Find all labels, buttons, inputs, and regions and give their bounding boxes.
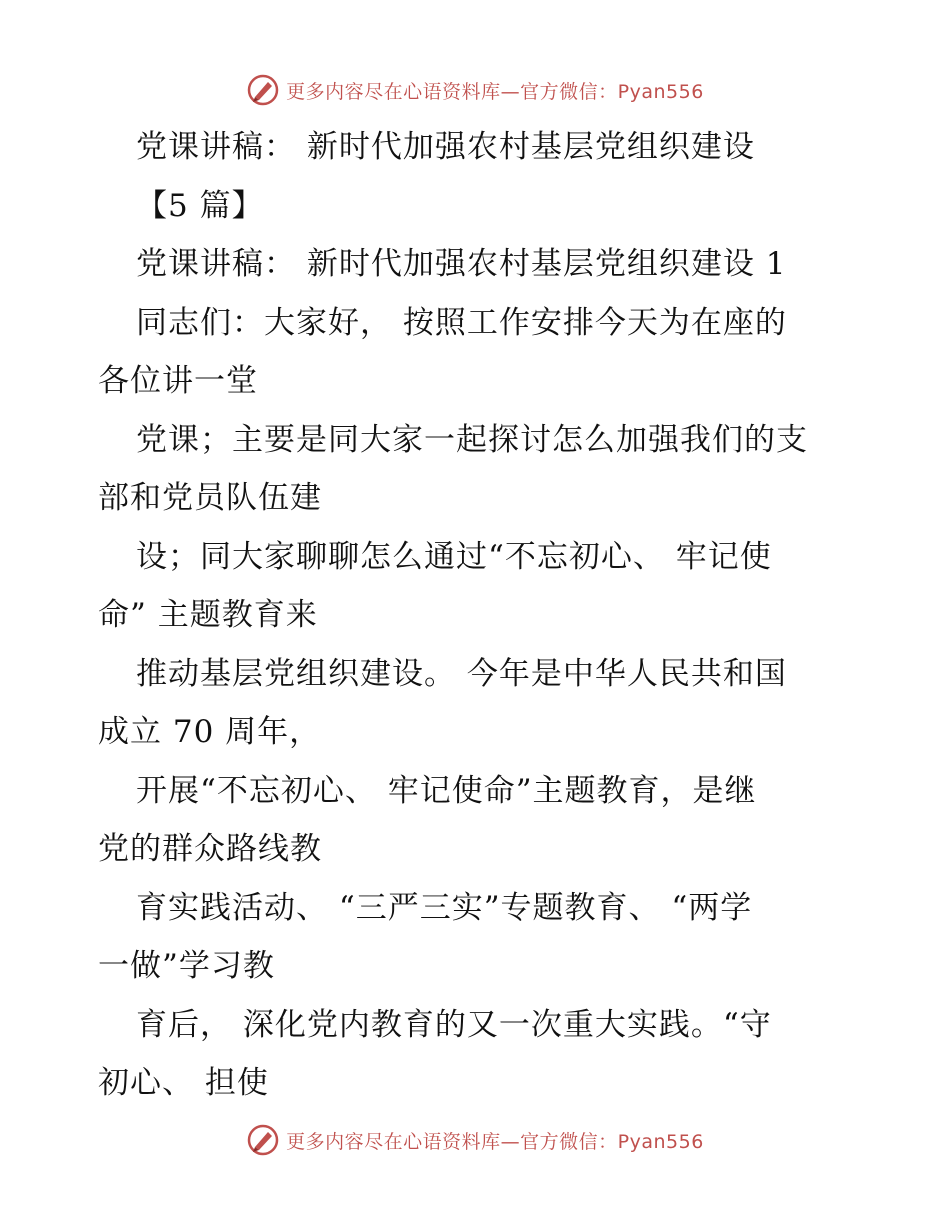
paragraph-line: 同志们：大家好， 按照工作安排今天为在座的 — [136, 304, 787, 341]
paragraph-line: 开展“不忘初心、 牢记使命”主题教育，是继 — [136, 772, 757, 809]
paragraph-line: 育后， 深化党内教育的又一次重大实践。“守 — [136, 1006, 772, 1043]
paragraph-line: 推动基层党组织建设。 今年是中华人民共和国 — [136, 655, 787, 692]
document-title: 党课讲稿： 新时代加强农村基层党组织建设 — [136, 129, 755, 165]
paragraph-line: 设；同大家聊聊怎么通过“不忘初心、 牢记使 — [136, 538, 772, 575]
paragraph-line: 各位讲一堂 — [98, 363, 258, 399]
paragraph-line: 初心、 担使 — [98, 1065, 269, 1101]
pen-logo-icon — [246, 1123, 280, 1157]
paragraph-line: 党课；主要是同大家一起探讨怎么加强我们的支 — [136, 421, 808, 458]
pen-logo-icon — [246, 73, 280, 107]
paragraph-line: 成立 70 周年， — [98, 714, 322, 750]
header-watermark-text: 更多内容尽在心语资料库—官方微信：Pyan556 — [286, 80, 704, 103]
paragraph-line: 党的群众路线教 — [98, 831, 322, 867]
paragraph-line: 育实践活动、 “三严三实”专题教育、 “两学 — [136, 889, 753, 926]
paragraph-line: 一做”学习教 — [98, 948, 275, 984]
footer-watermark-text: 更多内容尽在心语资料库—官方微信：Pyan556 — [286, 1130, 704, 1153]
paragraph-line: 部和党员队伍建 — [98, 480, 322, 516]
title-suffix: 【5 篇】 — [136, 187, 264, 224]
section-heading: 党课讲稿： 新时代加强农村基层党组织建设 1 — [136, 246, 787, 282]
paragraph-line: 命” 主题教育来 — [98, 597, 318, 633]
header-watermark-banner — [0, 68, 950, 112]
document-body — [98, 118, 858, 1113]
footer-watermark-banner — [0, 1118, 950, 1162]
